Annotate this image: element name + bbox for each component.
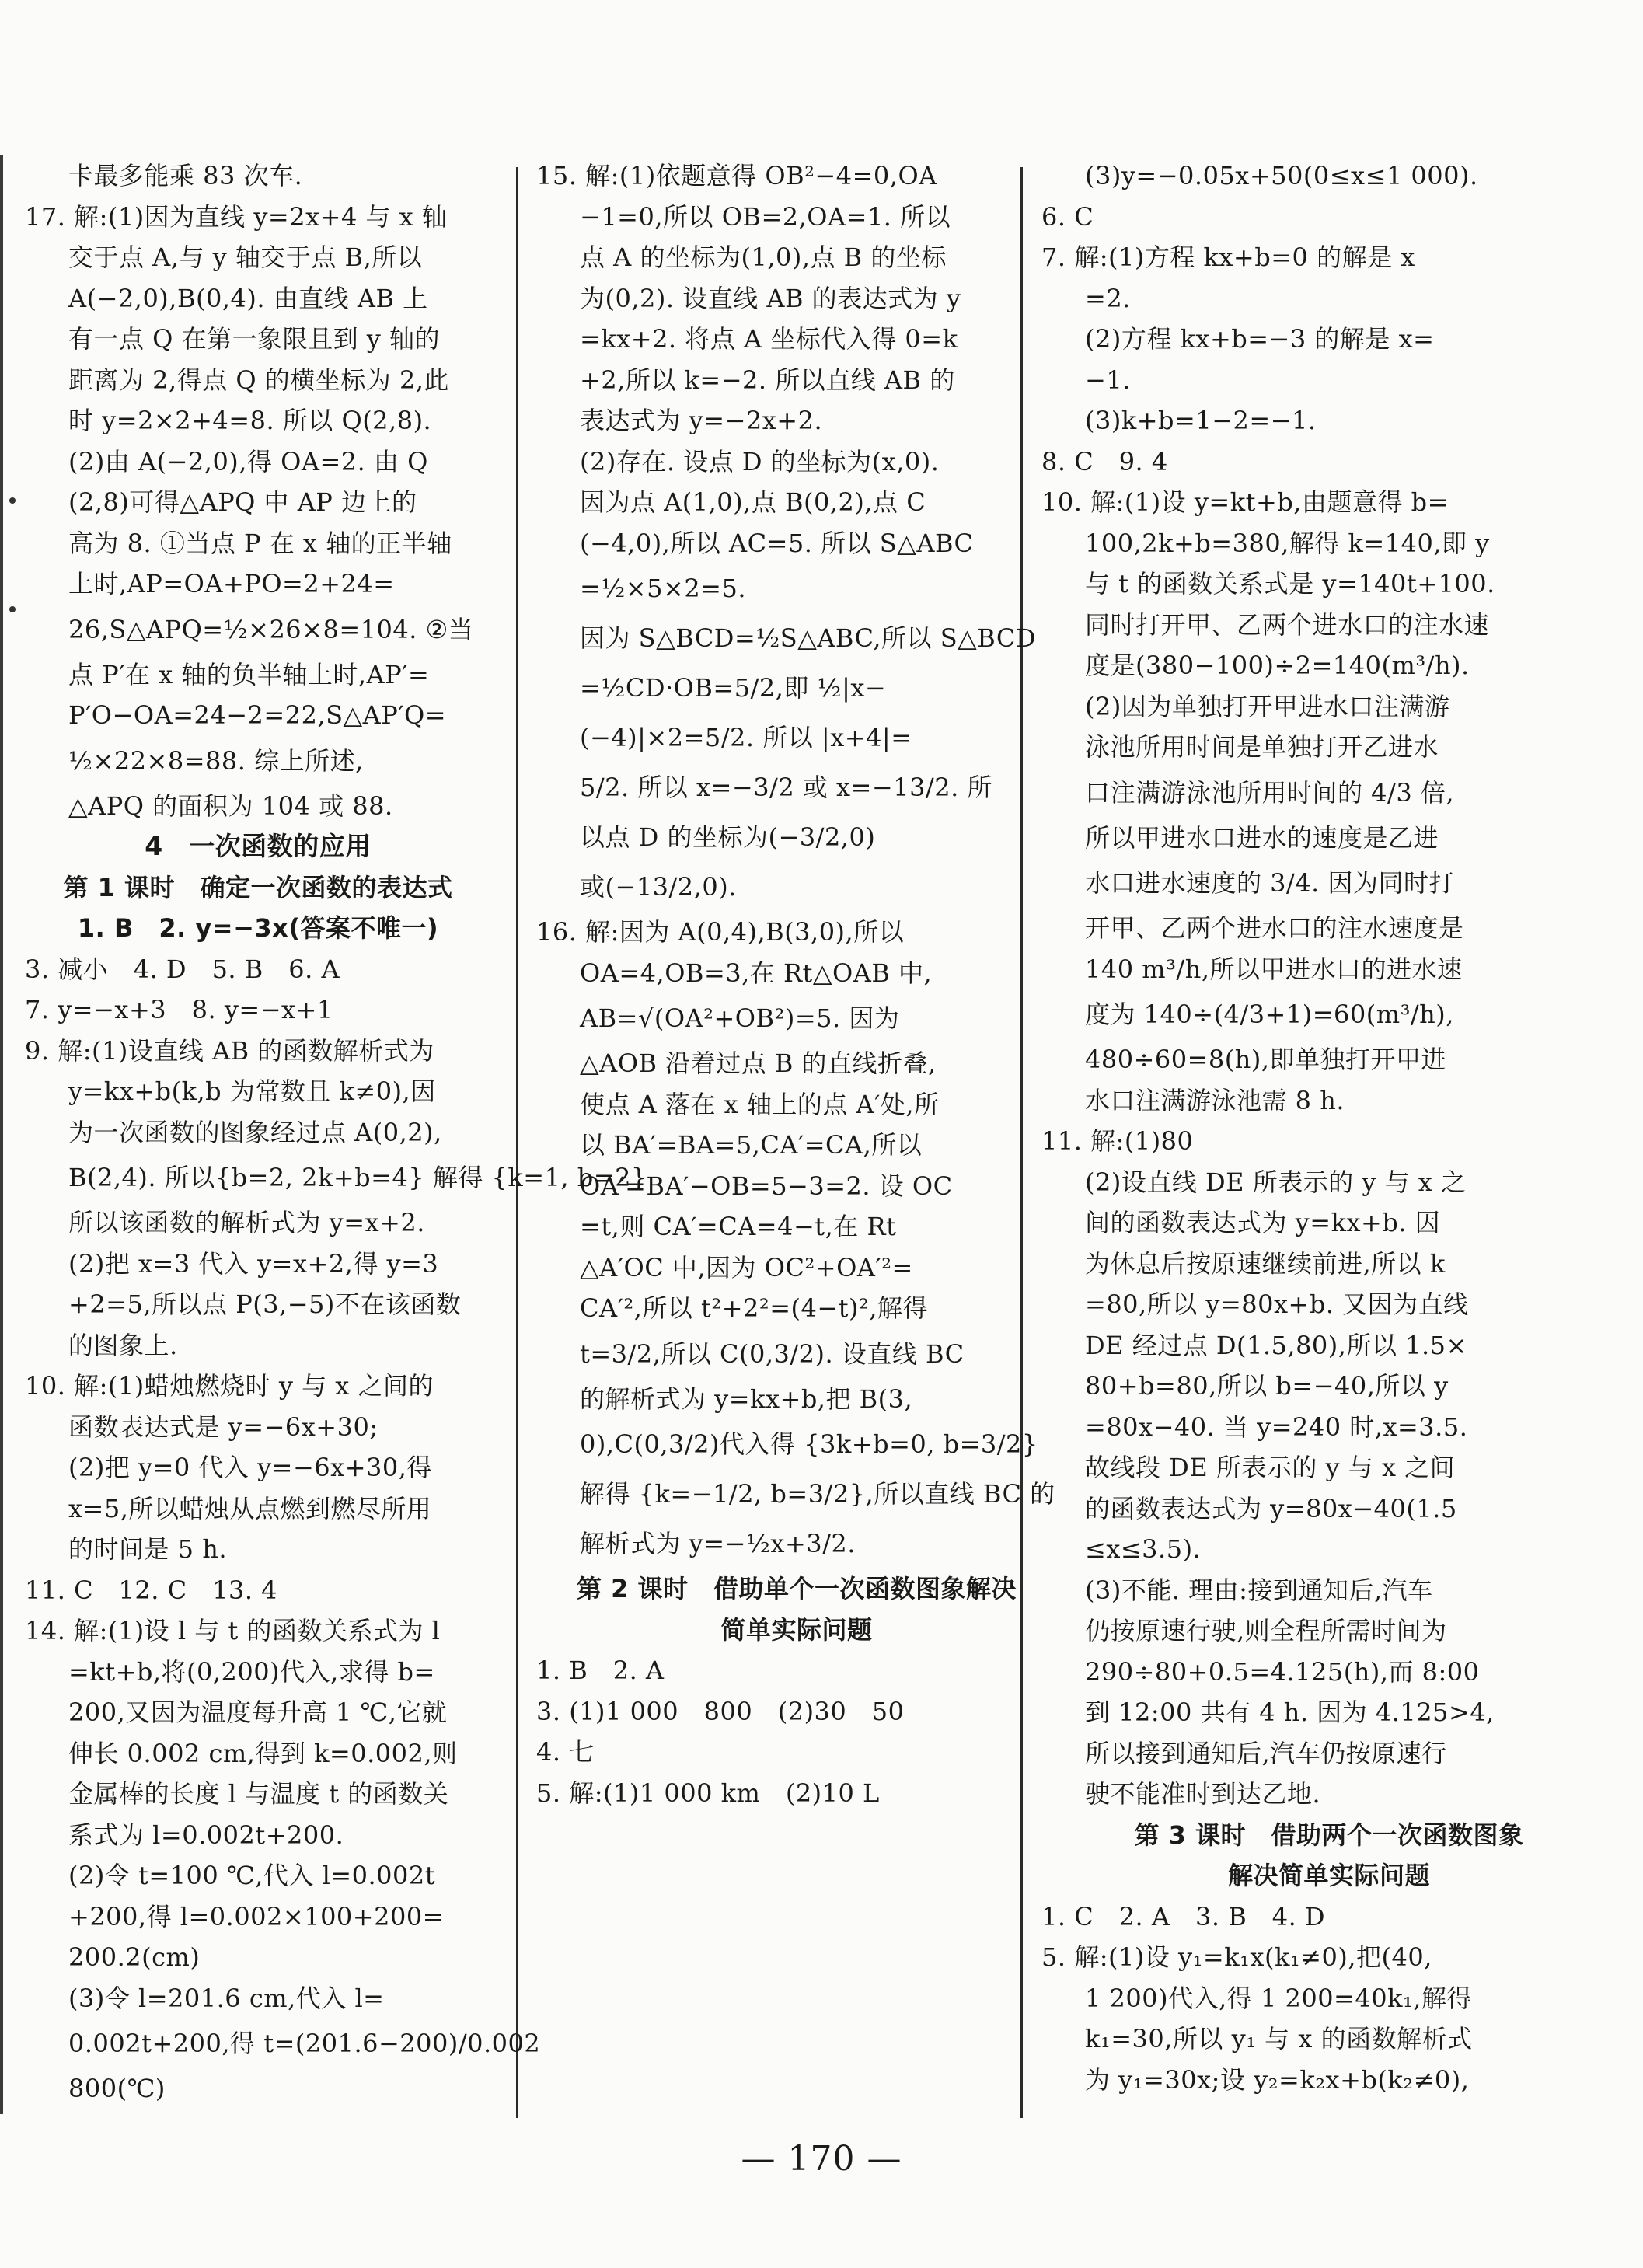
text-line: 因为点 A(1,0),点 B(0,2),点 C [580, 487, 926, 517]
text-line: =t,则 CA′=CA=4−t,在 Rt [580, 1212, 897, 1241]
problem-line: 1. C 2. A 3. B 4. D [1041, 1901, 1326, 1931]
text-line: △A′OC 中,因为 OC²+OA′²= [580, 1252, 913, 1282]
text-line: CA′²,所以 t²+2²=(4−t)²,解得 [580, 1293, 929, 1323]
text-line: +2=5,所以点 P(3,−5)不在该函数 [68, 1289, 462, 1319]
text-line: −1. [1085, 365, 1131, 395]
text-line: k₁=30,所以 y₁ 与 x 的函数解析式 [1085, 2024, 1473, 2053]
text-line: =2. [1085, 283, 1131, 313]
text-line: △AOB 沿着过点 B 的直线折叠, [580, 1049, 937, 1078]
text-line: 140 m³/h,所以甲进水口的进水速 [1085, 954, 1463, 984]
text-line: 度是(380−100)÷2=140(m³/h). [1085, 651, 1470, 680]
text-line: (2,8)可得△APQ 中 AP 边上的 [68, 487, 417, 517]
text-line: 距离为 2,得点 Q 的横坐标为 2,此 [68, 365, 449, 395]
text-line: 点 A 的坐标为(1,0),点 B 的坐标 [580, 243, 947, 272]
text-line: (2)把 y=0 代入 y=−6x+30,得 [68, 1453, 432, 1482]
problem-line: 5. 解:(1)设 y₁=k₁x(k₁≠0),把(40, [1041, 1942, 1432, 1972]
text-line: AB=√(OA²+OB²)=5. 因为 [580, 1003, 900, 1033]
text-line: 驶不能准时到达乙地. [1085, 1779, 1321, 1809]
text-line: 高为 8. ①当点 P 在 x 轴的正半轴 [68, 528, 452, 558]
text-line: 开甲、乙两个进水口的注水速度是 [1085, 913, 1464, 943]
text-line: 度为 140÷(4/3+1)=60(m³/h), [1085, 1000, 1454, 1029]
section-title: 第 3 课时 借助两个一次函数图象 [1134, 1820, 1524, 1850]
text-line: A(−2,0),B(0,4). 由直线 AB 上 [68, 283, 428, 313]
problem-line: 1. B 2. A [536, 1656, 665, 1685]
text-line: 解析式为 y=−½x+3/2. [580, 1529, 856, 1558]
text-line: =½×5×2=5. [580, 574, 747, 603]
text-line: 100,2k+b=380,解得 k=140,即 y [1085, 528, 1490, 558]
section-title: 第 1 课时 确定一次函数的表达式 [63, 872, 453, 902]
problem-line: 4. 七 [536, 1737, 595, 1767]
column-divider [516, 167, 518, 2118]
text-line: 点 P′在 x 轴的负半轴上时,AP′= [68, 659, 430, 689]
problem-line: 8. C 9. 4 [1041, 446, 1168, 476]
text-line: 水口注满游泳池需 8 h. [1085, 1085, 1345, 1115]
problem-line: 16. 解:因为 A(0,4),B(3,0),所以 [536, 917, 905, 947]
text-line: 口注满游泳池所用时间的 4/3 倍, [1085, 777, 1455, 808]
binding-mark [9, 497, 16, 504]
text-line: 0),C(0,3/2)代入得 {3k+b=0, b=3/2} [580, 1429, 1038, 1459]
problem-line: 10. 解:(1)蜡烛燃烧时 y 与 x 之间的 [25, 1371, 434, 1401]
text-line: 1 200)代入,得 1 200=40k₁,解得 [1085, 1983, 1472, 2013]
text-line: =kt+b,将(0,200)代入,求得 b= [68, 1656, 435, 1687]
problem-line: 7. 解:(1)方程 kx+b=0 的解是 x [1041, 243, 1415, 272]
text-line: 表达式为 y=−2x+2. [580, 406, 823, 435]
problem-line: 11. 解:(1)80 [1041, 1126, 1194, 1156]
text-line: DE 经过点 D(1.5,80),所以 1.5× [1085, 1330, 1467, 1360]
section-title: 4 一次函数的应用 [145, 831, 372, 861]
text-line: +2,所以 k=−2. 所以直线 AB 的 [580, 365, 955, 395]
text-line: 解得 {k=−1/2, b=3/2},所以直线 BC 的 [580, 1479, 1055, 1509]
text-line: =80x−40. 当 y=240 时,x=3.5. [1085, 1411, 1468, 1442]
problem-line: 11. C 12. C 13. 4 [25, 1575, 278, 1605]
problem-line: 7. y=−x+3 8. y=−x+1 [25, 995, 333, 1024]
text-line: 的解析式为 y=kx+b,把 B(3, [580, 1383, 913, 1414]
text-line: =80,所以 y=80x+b. 又因为直线 [1085, 1289, 1469, 1319]
text-line: 系式为 l=0.002t+200. [68, 1820, 344, 1850]
text-line: 所以该函数的解析式为 y=x+2. [68, 1208, 425, 1237]
text-line: (3)令 l=201.6 cm,代入 l= [68, 1983, 385, 2013]
problem-line: 17. 解:(1)因为直线 y=2x+4 与 x 轴 [25, 201, 448, 232]
text-line: 5/2. 所以 x=−3/2 或 x=−13/2. 所 [580, 773, 992, 802]
section-title: 第 2 课时 借助单个一次函数图象解决 [576, 1574, 1017, 1603]
text-line: 为 y₁=30x;设 y₂=k₂x+b(k₂≠0), [1085, 2064, 1470, 2095]
text-line: 水口进水速度的 3/4. 因为同时打 [1085, 868, 1455, 898]
text-line: 480÷60=8(h),即单独打开甲进 [1085, 1045, 1447, 1074]
text-line: 间的函数表达式为 y=kx+b. 因 [1085, 1208, 1441, 1237]
text-line: (−4)|×2=5/2. 所以 |x+4|= [580, 723, 912, 752]
problem-line: 6. C [1041, 201, 1094, 232]
text-line: (2)因为单独打开甲进水口注满游 [1085, 691, 1450, 721]
text-line: 伸长 0.002 cm,得到 k=0.002,则 [68, 1738, 458, 1768]
text-line: 为一次函数的图象经过点 A(0,2), [68, 1117, 442, 1147]
binding-mark [9, 606, 16, 612]
text-line: 金属棒的长度 l 与温度 t 的函数关 [68, 1779, 449, 1809]
text-line: 使点 A 落在 x 轴上的点 A′处,所 [580, 1089, 940, 1119]
text-line: 290÷80+0.5=4.125(h),而 8:00 [1085, 1656, 1480, 1687]
text-line: (3)k+b=1−2=−1. [1085, 406, 1317, 435]
problem-line: 10. 解:(1)设 y=kt+b,由题意得 b= [1041, 487, 1449, 517]
text-line: 的图象上. [68, 1330, 178, 1360]
text-line: (−4,0),所以 AC=5. 所以 S△ABC [580, 528, 974, 558]
text-line: 80+b=80,所以 b=−40,所以 y [1085, 1371, 1449, 1401]
problem-line: 3. (1)1 000 800 (2)30 50 [536, 1696, 905, 1726]
text-line: 仍按原速行驶,则全程所需时间为 [1085, 1616, 1447, 1645]
text-line: 所以接到通知后,汽车仍按原速行 [1085, 1738, 1447, 1768]
text-line: 函数表达式是 y=−6x+30; [68, 1411, 378, 1442]
problem-line: 15. 解:(1)依题意得 OB²−4=0,OA [536, 161, 937, 190]
text-line: 所以甲进水口进水的速度是乙进 [1085, 822, 1439, 853]
text-line: 200,又因为温度每升高 1 ℃,它就 [68, 1698, 448, 1727]
text-line: (3)y=−0.05x+50(0≤x≤1 000). [1085, 161, 1478, 190]
page-number: — 170 — [741, 2139, 902, 2179]
text-line: x=5,所以蜡烛从点燃到燃尽所用 [68, 1493, 432, 1523]
text-line: 为休息后按原速继续前进,所以 k [1085, 1248, 1446, 1279]
section-title: 简单实际问题 [720, 1614, 873, 1645]
text-line: (3)不能. 理由:接到通知后,汽车 [1085, 1575, 1433, 1605]
answer-column-middle [536, 155, 1057, 1813]
text-line: 同时打开甲、乙两个进水口的注水速 [1085, 609, 1490, 640]
text-line: 或(−13/2,0). [580, 872, 737, 902]
text-line: 的时间是 5 h. [68, 1534, 227, 1564]
text-line: 上时,AP=OA+PO=2+24= [68, 569, 395, 598]
text-line: 800(℃) [68, 2074, 166, 2103]
text-line: 与 t 的函数关系式是 y=140t+100. [1085, 569, 1495, 598]
text-line: 到 12:00 共有 4 h. 因为 4.125>4, [1085, 1698, 1495, 1727]
text-line: (2)令 t=100 ℃,代入 l=0.002t [68, 1861, 436, 1890]
text-line: =½CD·OB=5/2,即 ½|x− [580, 673, 887, 703]
text-line: (2)设直线 DE 所表示的 y 与 x 之 [1085, 1167, 1467, 1197]
text-line: 故线段 DE 所表示的 y 与 x 之间 [1085, 1453, 1456, 1482]
text-line: 以点 D 的坐标为(−3/2,0) [580, 822, 876, 852]
page-left-edge [0, 155, 3, 2114]
text-line: 200.2(cm) [68, 1942, 201, 1972]
section-title: 1. B 2. y=−3x(答案不唯一) [77, 913, 439, 943]
text-line: ½×22×8=88. 综上所述, [68, 745, 364, 776]
text-line: 交于点 A,与 y 轴交于点 B,所以 [68, 243, 423, 272]
text-line: 以 BA′=BA=5,CA′=CA,所以 [580, 1130, 923, 1160]
text-line: −1=0,所以 OB=2,OA=1. 所以 [580, 201, 951, 232]
text-line: (2)方程 kx+b=−3 的解是 x= [1085, 324, 1435, 354]
problem-line: 14. 解:(1)设 l 与 t 的函数关系式为 l [25, 1616, 441, 1645]
text-line: (2)把 x=3 代入 y=x+2,得 y=3 [68, 1248, 439, 1279]
problem-line: 5. 解:(1)1 000 km (2)10 L [536, 1778, 880, 1808]
text-line: (2)存在. 设点 D 的坐标为(x,0). [580, 446, 940, 476]
answer-column-right [1041, 155, 1617, 2100]
text-line: 泳池所用时间是单独打开乙进水 [1085, 732, 1439, 762]
text-line: OA′=BA′−OB=5−3=2. 设 OC [580, 1171, 953, 1201]
text-line: (2)由 A(−2,0),得 OA=2. 由 Q [68, 446, 428, 476]
text-line: 26,S△APQ=½×26×8=104. ②当 [68, 614, 474, 644]
text-line: =kx+2. 将点 A 坐标代入得 0=k [580, 324, 958, 354]
text-line: 为(0,2). 设直线 AB 的表达式为 y [580, 283, 961, 313]
text-line: OA=4,OB=3,在 Rt△OAB 中, [580, 958, 933, 988]
text-line: t=3/2,所以 C(0,3/2). 设直线 BC [580, 1338, 965, 1369]
text-line: P′O−OA=24−2=22,S△AP′Q= [68, 700, 447, 730]
text-line: B(2,4). 所以{b=2, 2k+b=4} 解得 {k=1, b=2} [68, 1163, 647, 1192]
problem-line: 9. 解:(1)设直线 AB 的函数解析式为 [25, 1035, 434, 1066]
text-line: 时 y=2×2+4=8. 所以 Q(2,8). [68, 406, 432, 435]
text-line: 有一点 Q 在第一象限且到 y 轴的 [68, 324, 441, 354]
text-line: ≤x≤3.5). [1085, 1534, 1202, 1564]
text-line: △APQ 的面积为 104 或 88. [68, 790, 393, 821]
text-line: 的函数表达式为 y=80x−40(1.5 [1085, 1493, 1457, 1523]
text-line: 0.002t+200,得 t=(201.6−200)/0.002 [68, 2029, 541, 2058]
text-line: +200,得 l=0.002×100+200= [68, 1901, 444, 1931]
text-line: 因为 S△BCD=½S△ABC,所以 S△BCD [580, 623, 1037, 653]
section-title: 解决简单实际问题 [1227, 1861, 1430, 1890]
text-line: 卡最多能乘 83 次车. [68, 161, 303, 190]
text-line: y=kx+b(k,b 为常数且 k≠0),因 [68, 1076, 436, 1106]
problem-line: 3. 减小 4. D 5. B 6. A [25, 954, 340, 984]
